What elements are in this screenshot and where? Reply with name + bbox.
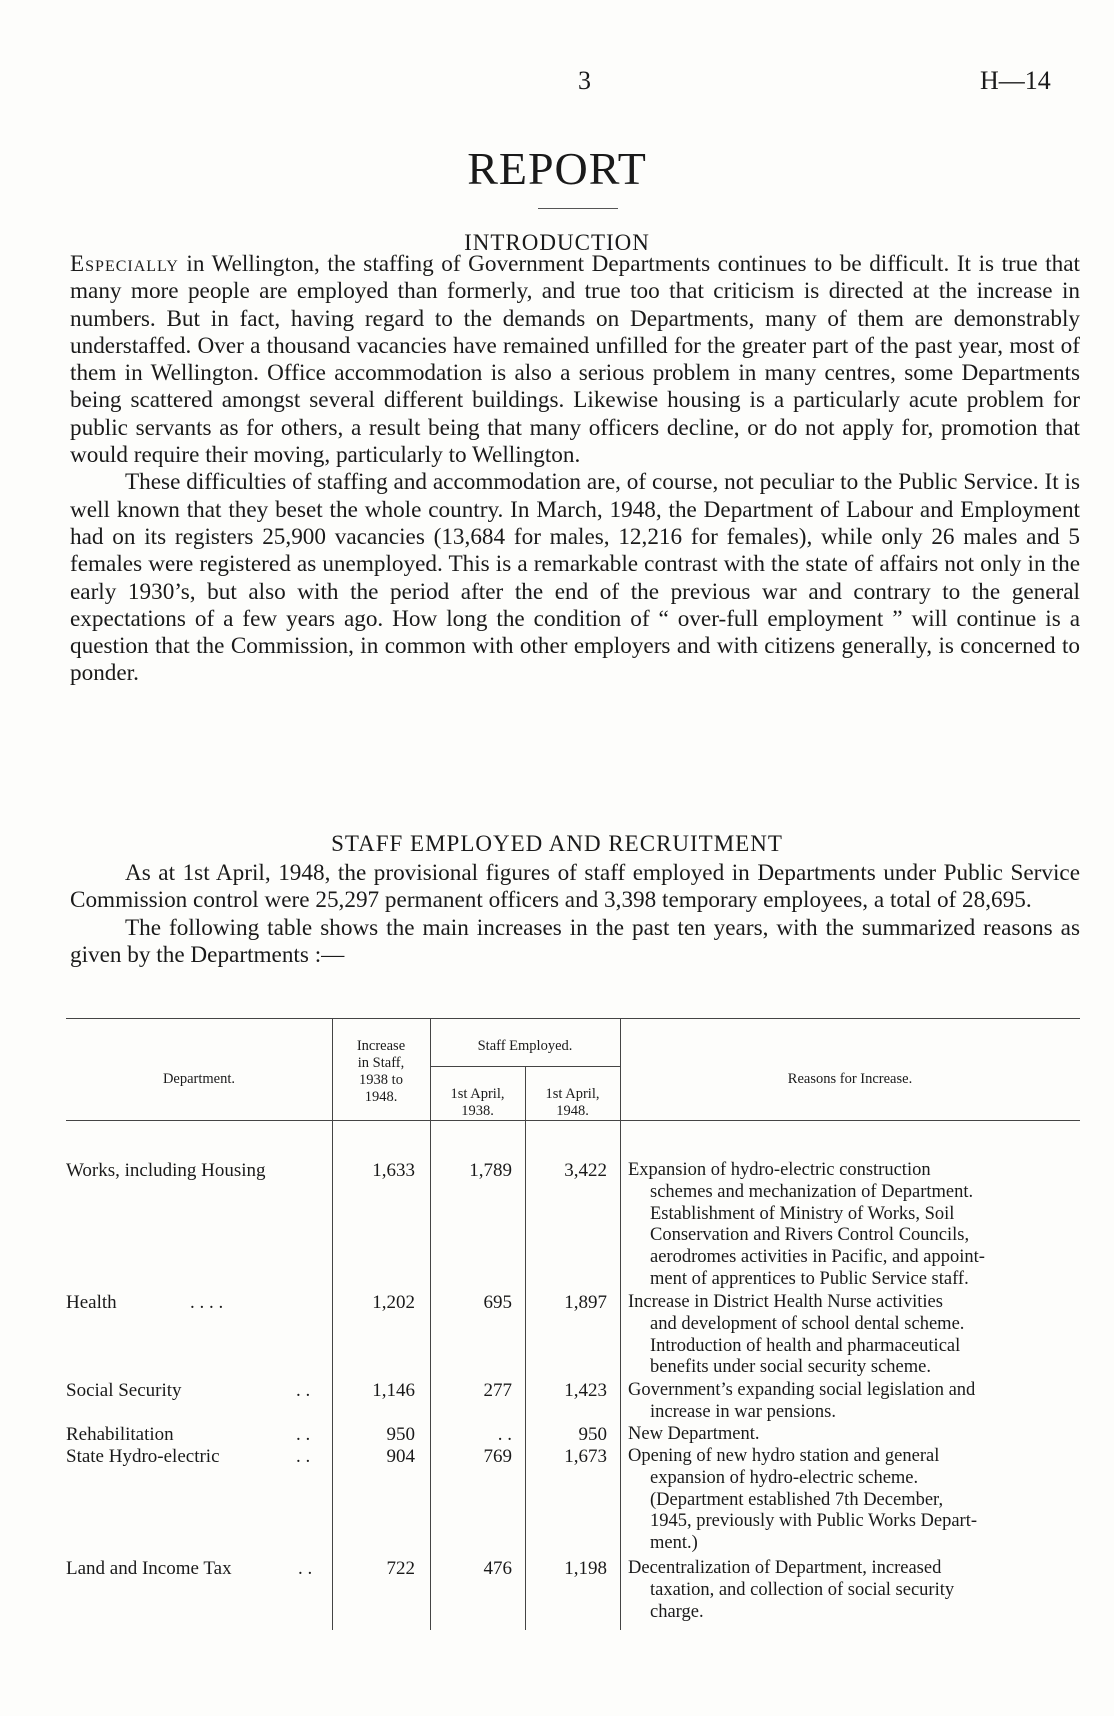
reason-line: benefits under social security scheme. bbox=[650, 1357, 931, 1378]
table-cell-staff-1938: 476 bbox=[483, 1558, 512, 1579]
reason-line: charge. bbox=[650, 1601, 704, 1622]
header-line: 1938. bbox=[461, 1103, 494, 1119]
dot-leaders: . . bbox=[296, 1380, 311, 1401]
header-line: 1st April, bbox=[545, 1086, 600, 1102]
table-cell-staff-1948: 1,198 bbox=[564, 1558, 607, 1579]
table-cell-reasons bbox=[628, 1160, 1070, 1291]
reason-line: schemes and mechanization of Department. bbox=[650, 1181, 974, 1202]
table-cell-reasons bbox=[628, 1446, 1070, 1555]
table-row-department: Land and Income Tax bbox=[66, 1558, 232, 1579]
introduction-body bbox=[70, 251, 1080, 688]
introduction-paragraph-2: These difficulties of staffing and accommodation are, of course, not peculiar to the Public Service. It is well known that they beset the whole country. In March, 1948, the Department of Labour and Employment had on its registers 25,900 vacancies (13,684 for males, 12,216 for females), while only 26 males and 5 females were registered as unemployed. This is a remarkable contrast with the state of affairs not only in the early 1930’s, but also with the period after the end of the previous war and contrary to the general expectations of a few years ago. How long the condition of “ over-full employment ” will continue is a question that the Commission, in common with other employers and with citizens generally, is concerned to ponder. bbox=[70, 469, 1080, 687]
header-line: in Staff, bbox=[357, 1055, 405, 1071]
page-title: REPORT bbox=[467, 143, 647, 194]
dot-leaders: . . bbox=[296, 1446, 311, 1467]
header-line: Increase bbox=[356, 1038, 406, 1054]
table-cell-staff-1948: 3,422 bbox=[564, 1160, 607, 1181]
column-divider bbox=[525, 1066, 526, 1630]
reason-line: Introduction of health and pharmaceutical bbox=[650, 1335, 961, 1356]
dot-leaders: . . bbox=[296, 1424, 311, 1445]
column-divider bbox=[332, 1018, 333, 1630]
reason-line: ment.) bbox=[650, 1533, 698, 1554]
reason-line: Government’s expanding social legislation and bbox=[628, 1380, 976, 1400]
reason-line: New Department. bbox=[628, 1424, 760, 1444]
title-divider bbox=[538, 208, 618, 209]
header-line: 1938 to bbox=[359, 1072, 403, 1088]
column-header-department: Department. bbox=[162, 1071, 236, 1087]
dot-leaders: . . bbox=[298, 1558, 313, 1579]
reason-line: Conservation and Rivers Control Councils, bbox=[650, 1225, 970, 1246]
table-row-department: Social Security bbox=[66, 1380, 182, 1401]
table-cell-reasons bbox=[628, 1380, 1070, 1424]
introduction-paragraph-1 bbox=[70, 251, 1080, 469]
table-cell-staff-1948: 1,897 bbox=[564, 1292, 607, 1313]
table-cell-staff-1938: 769 bbox=[483, 1446, 512, 1467]
table-cell-reasons bbox=[628, 1292, 1070, 1379]
introduction-paragraph-1-text: in Wellington, the staffing of Government Departments continues to be difficult. It is true that many more people are employed than formerly, and true too that criticism is directed at the increase in numbers. But in fact, having regard to the demands on Departments, many of them are demonstrably understaffed. Over a thousand vacancies have remained unfilled for the greater part of the past year, most of them in Wellington. Office accommodation is also a serious problem in many centres, some Departments being scattered amongst several different buildings. Likewise housing is a particularly acute problem for public servants as for others, a result being that many officers decline, or do not apply for, promotion that would require their moving, particularly to Wellington. bbox=[70, 251, 1080, 469]
column-header-reasons: Reasons for Increase. bbox=[787, 1071, 913, 1087]
column-header-increase bbox=[332, 1038, 430, 1106]
table-cell-increase: 1,202 bbox=[372, 1292, 415, 1313]
reason-line: Decentralization of Department, increased bbox=[628, 1558, 942, 1578]
table-cell-staff-1948: 1,673 bbox=[564, 1446, 607, 1467]
table-cell-increase: 722 bbox=[386, 1558, 415, 1579]
table-cell-reasons bbox=[628, 1558, 1070, 1623]
header-line: 1948. bbox=[556, 1103, 589, 1119]
dot-leaders: . . . . bbox=[190, 1292, 224, 1313]
table-cell-staff-1948: 1,423 bbox=[564, 1380, 607, 1401]
table-row-department: Health bbox=[66, 1292, 117, 1313]
table-row-department: Rehabilitation bbox=[66, 1424, 174, 1445]
reason-line: taxation, and collection of social security bbox=[650, 1579, 955, 1600]
column-divider bbox=[620, 1018, 621, 1630]
table-cell-increase: 904 bbox=[386, 1446, 415, 1467]
table-cell-staff-1938: 695 bbox=[483, 1292, 512, 1313]
reason-line: and development of school dental scheme. bbox=[650, 1313, 965, 1334]
reason-line: Opening of new hydro station and general bbox=[628, 1446, 940, 1466]
table-cell-reasons bbox=[628, 1424, 1070, 1446]
column-header-april-1938 bbox=[430, 1086, 525, 1120]
staff-heading: STAFF EMPLOYED AND RECRUITMENT bbox=[331, 831, 783, 856]
reason-line: aerodromes activities in Pacific, and appoint- bbox=[650, 1247, 985, 1268]
reason-line: increase in war pensions. bbox=[650, 1401, 836, 1422]
table-cell-increase: 1,633 bbox=[372, 1160, 415, 1181]
table-cell-increase: 1,146 bbox=[372, 1380, 415, 1401]
lead-word: Especially bbox=[70, 251, 179, 277]
table-cell-staff-1948: 950 bbox=[578, 1424, 607, 1445]
staff-paragraph-2: The following table shows the main increases in the past ten years, with the summarized reasons as given by the Departments :— bbox=[70, 914, 1080, 968]
reason-line: ment of apprentices to Public Service staff. bbox=[650, 1268, 969, 1289]
header-line: 1st April, bbox=[450, 1086, 505, 1102]
table-cell-staff-1938: . . bbox=[497, 1424, 512, 1445]
table-cell-staff-1938: 1,789 bbox=[469, 1160, 512, 1181]
column-header-staff-employed: Staff Employed. bbox=[477, 1038, 573, 1054]
header-line: 1948. bbox=[364, 1089, 398, 1105]
table-row-department: Works, including Housing bbox=[66, 1160, 266, 1181]
reason-line: Expansion of hydro-electric construction bbox=[628, 1160, 931, 1180]
reason-line: 1945, previously with Public Works Depart- bbox=[650, 1511, 978, 1532]
introduction-heading: INTRODUCTION bbox=[464, 230, 650, 255]
staff-paragraph-1: As at 1st April, 1948, the provisional figures of staff employed in Departments under Public Service Commission control were 25,297 permanent officers and 3,398 temporary employees, a total of 28,695. bbox=[70, 860, 1080, 914]
table-row-department: State Hydro-electric bbox=[66, 1446, 220, 1467]
reason-line: Increase in District Health Nurse activities bbox=[628, 1292, 943, 1312]
table-cell-staff-1938: 277 bbox=[483, 1380, 512, 1401]
staff-body bbox=[70, 860, 1080, 969]
page-number: 3 bbox=[578, 66, 591, 95]
table-header-rule bbox=[66, 1120, 1080, 1121]
reason-line: (Department established 7th December, bbox=[650, 1489, 944, 1510]
column-header-april-1948 bbox=[525, 1086, 620, 1120]
document-reference: H—14 bbox=[980, 66, 1051, 95]
reason-line: expansion of hydro-electric scheme. bbox=[650, 1467, 919, 1488]
table-cell-increase: 950 bbox=[386, 1424, 415, 1445]
table-top-rule bbox=[66, 1018, 1080, 1019]
reason-line: Establishment of Ministry of Works, Soil bbox=[650, 1203, 955, 1224]
